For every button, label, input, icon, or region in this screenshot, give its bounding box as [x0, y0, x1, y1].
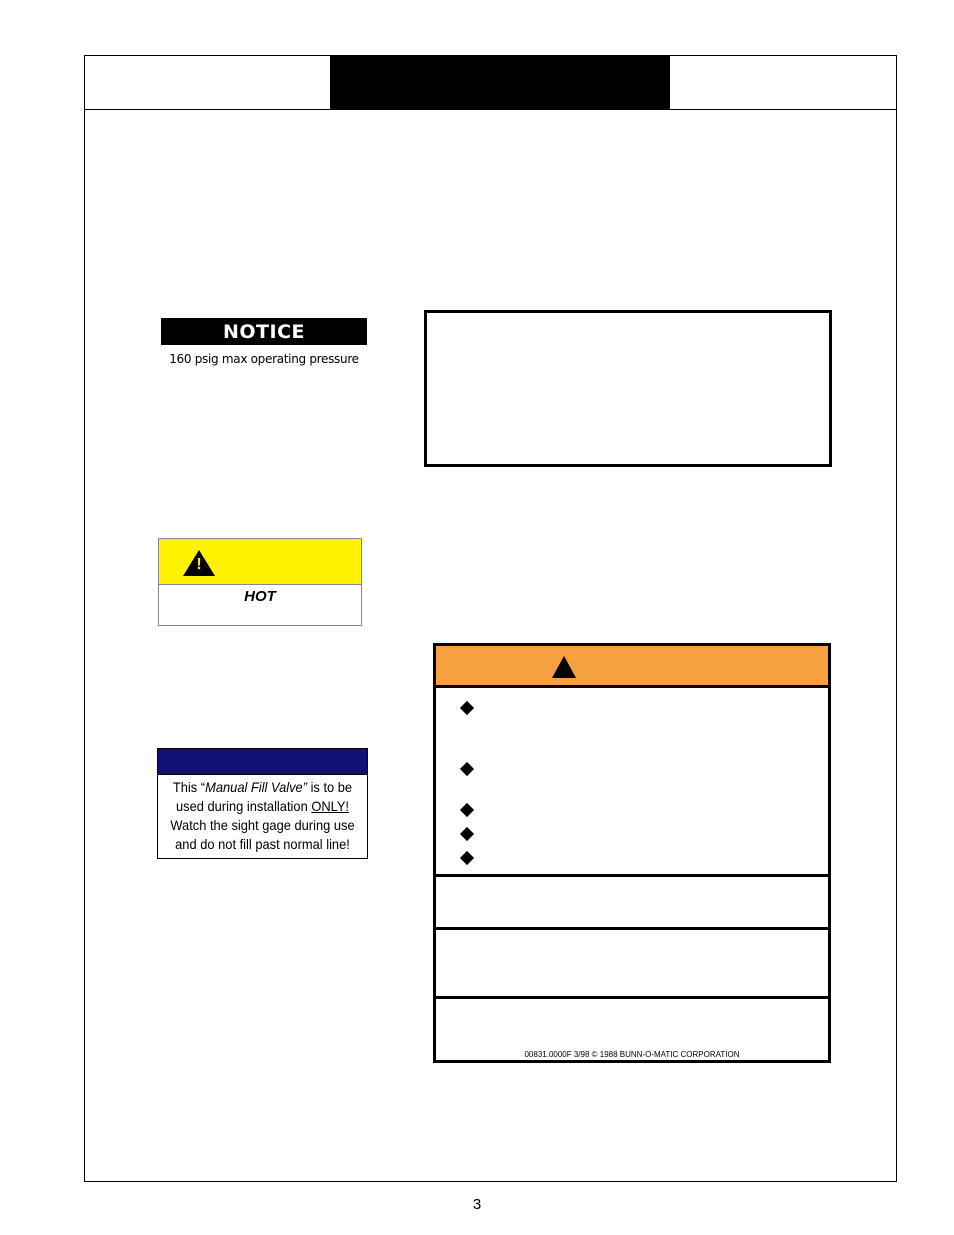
mfv-line-1-italic: Manual Fill Valve”: [205, 779, 307, 795]
manual-fill-valve-label: [157, 748, 368, 859]
notice-bar: [161, 318, 367, 345]
warning-orange-bar: [436, 646, 828, 688]
mfv-line-2-underlined: ONLY!: [311, 798, 350, 814]
bullet-diamond-icon: [460, 827, 474, 841]
warning-triangle-icon: [552, 656, 576, 678]
warning-divider: [436, 927, 828, 930]
mfv-line-4: and do not fill past normal line!: [175, 836, 350, 852]
bullet-diamond-icon: [460, 762, 474, 776]
empty-outlined-box: [424, 310, 832, 467]
hot-word: HOT: [244, 588, 276, 605]
bullet-diamond-icon: [460, 803, 474, 817]
warning-divider: [436, 874, 828, 877]
warning-divider: [436, 996, 828, 999]
bullet-diamond-icon: [460, 851, 474, 865]
manual-fill-text: [166, 775, 358, 854]
mfv-line-1: [166, 778, 358, 797]
bullet-diamond-icon: [460, 701, 474, 715]
mfv-line-1-pre: This “: [172, 779, 206, 795]
exclamation-icon: !: [196, 556, 202, 573]
header-black-band: [330, 55, 670, 110]
notice-label: [161, 318, 367, 366]
notice-title: NOTICE: [222, 321, 305, 343]
mfv-line-1-post: is to be: [306, 779, 353, 795]
warning-panel: [433, 643, 831, 1063]
notice-navy-bar: [158, 749, 367, 775]
caution-yellow-bar: [159, 539, 361, 585]
notice-text: 160 psig max operating pressure: [169, 352, 359, 366]
hot-caution-label: [158, 538, 362, 626]
copyright-credit: 00831.0000F 3/98 © 1988 BUNN-O-MATIC CORPORATION: [524, 1050, 740, 1059]
page-number: 3: [472, 1196, 482, 1213]
header-rule: [84, 109, 897, 110]
mfv-line-3: Watch the sight gage during use: [170, 817, 355, 833]
mfv-line-2: [166, 797, 358, 816]
mfv-line-2-pre: used during installation: [175, 798, 312, 814]
